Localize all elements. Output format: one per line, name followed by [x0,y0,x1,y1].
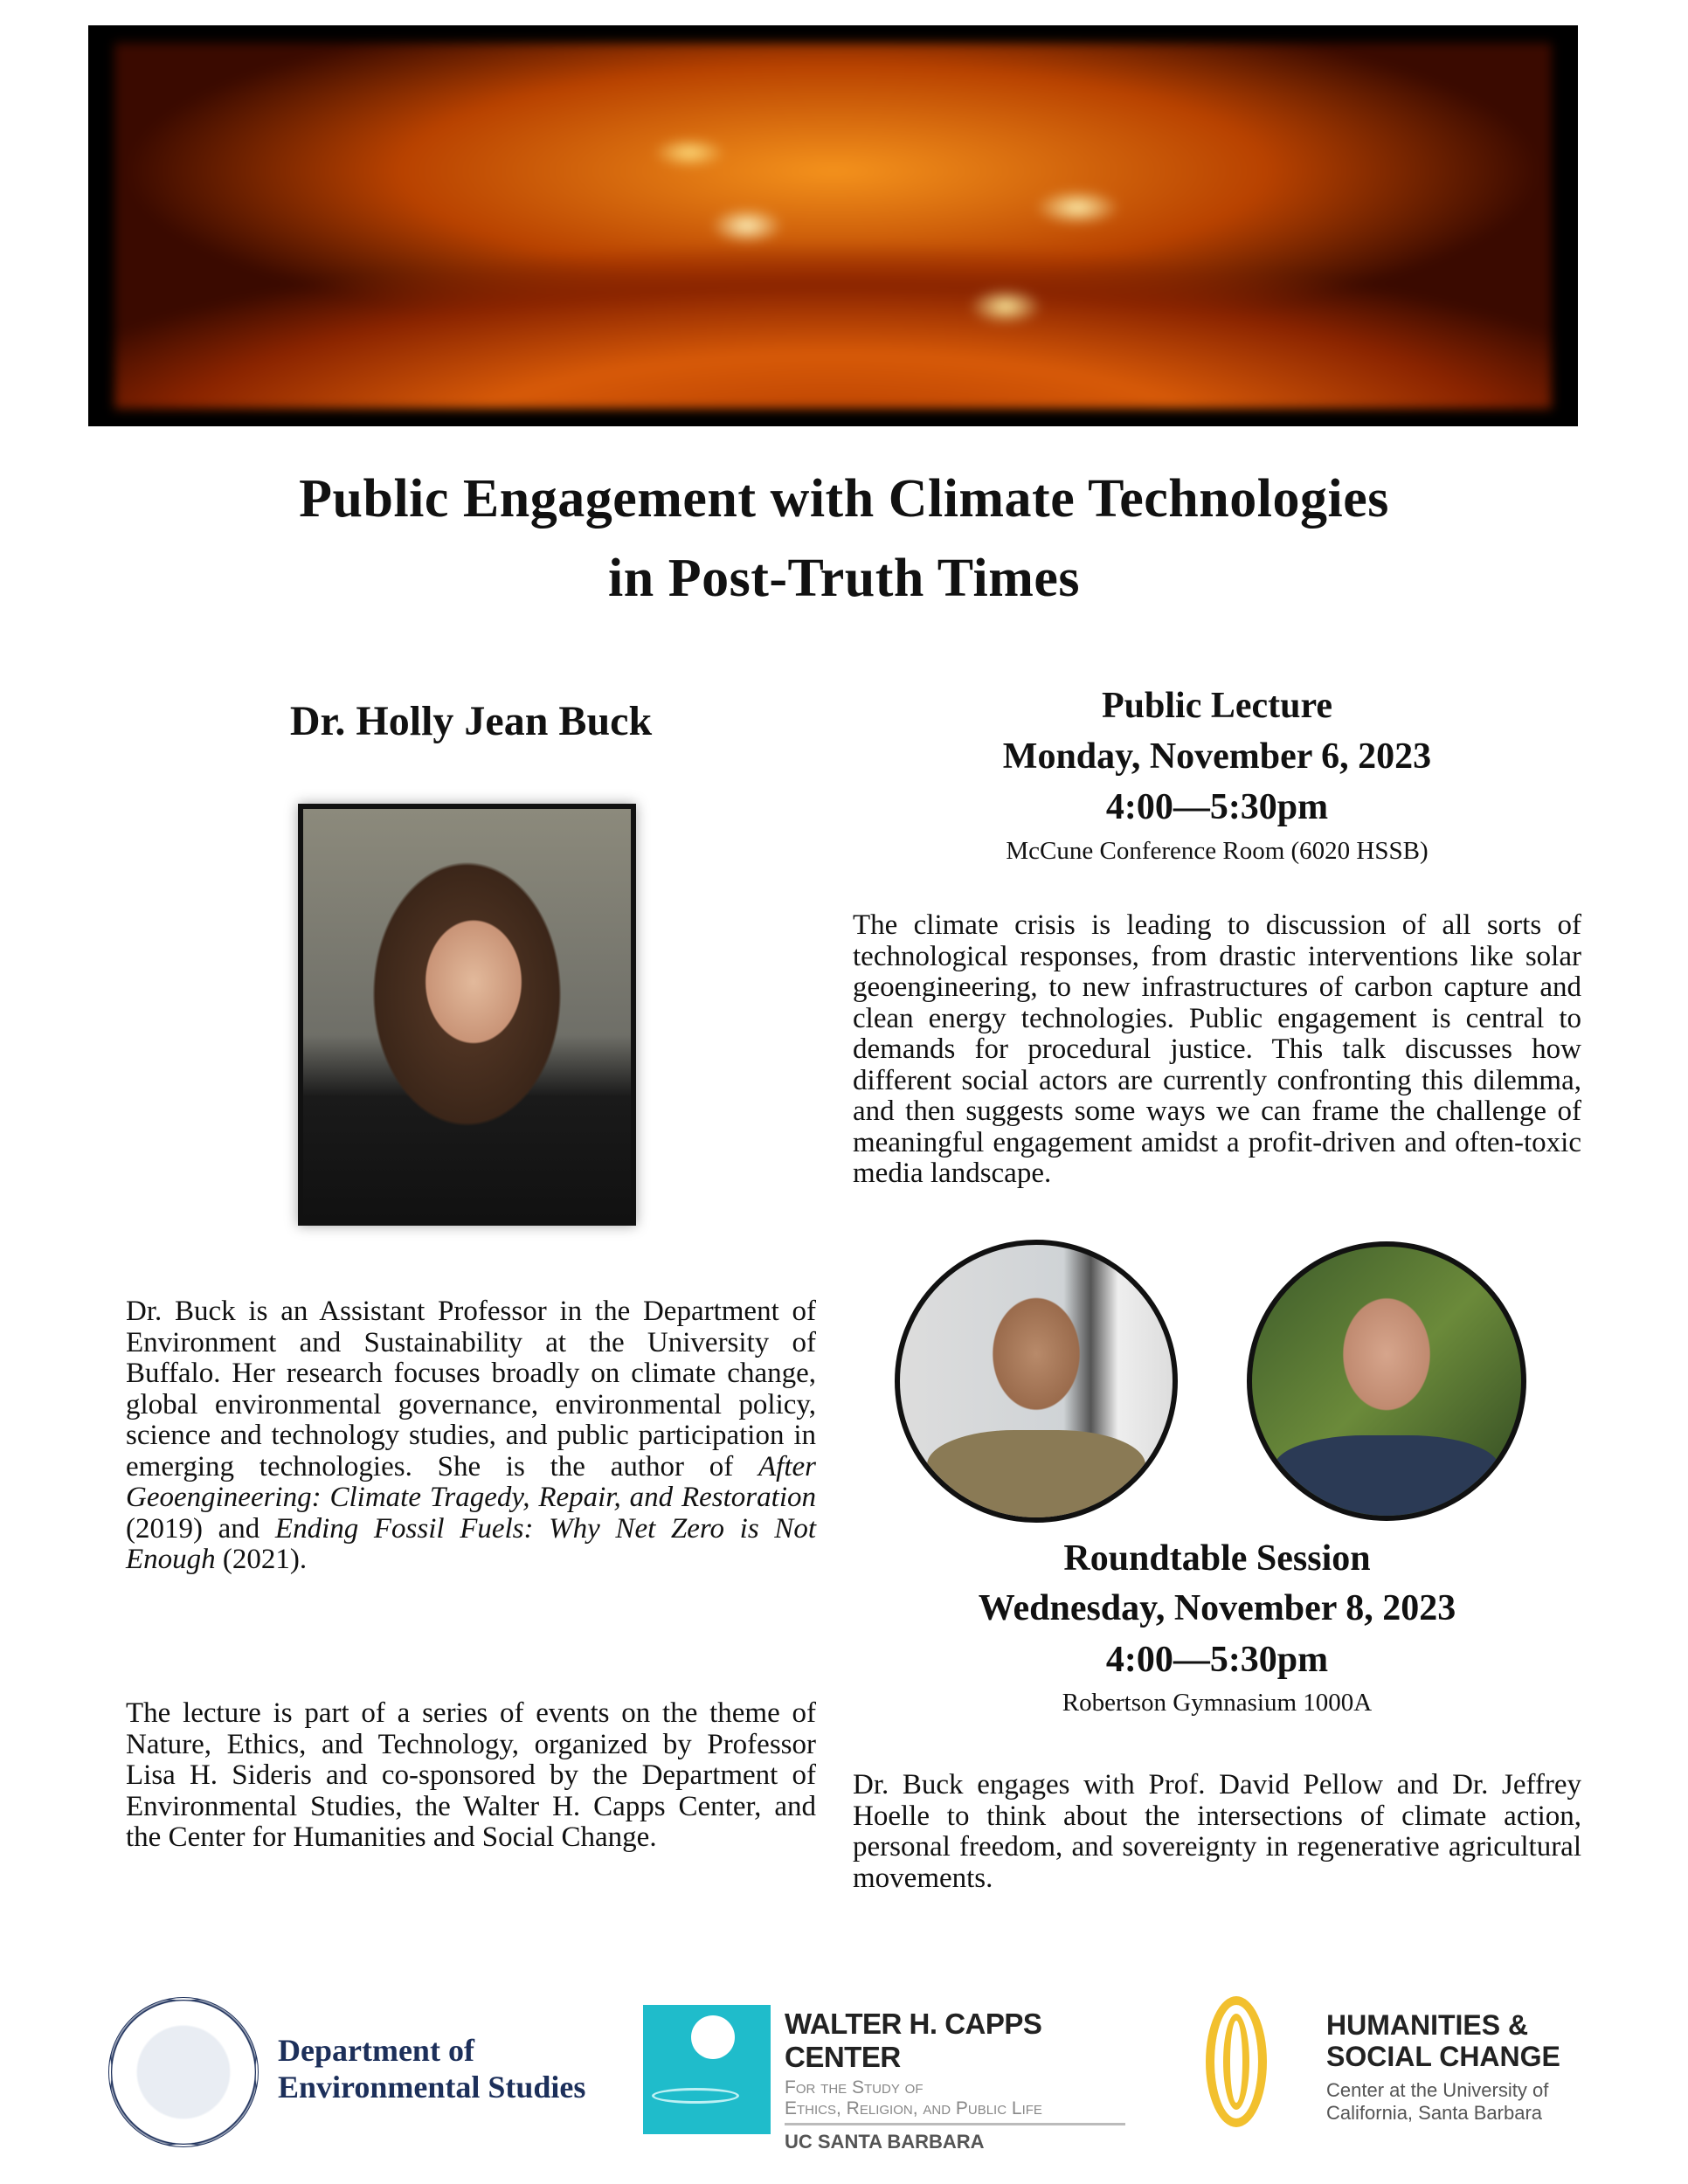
panelist-photo-pellow [895,1240,1178,1523]
roundtable-heading: Roundtable Session [1063,1538,1371,1579]
hsc-spiral-logo-icon [1206,1996,1267,2127]
hsc-logo-text: HUMANITIES & SOCIAL CHANGE Center at the University of California, Santa Barbara [1326,2009,1560,2124]
speaker-bio: Dr. Buck is an Assistant Professor in the Department of Environment and Sustainability at the University of Buffalo. Her research focuses broadly on climate change, global environmental governance, environmental policy, science and technology studies, and public participation in emerging technologies. She is the author of After Geoengineering: Climate Tragedy, Repair, and Restoration (2019) and Ending Fossil Fuels: Why Net Zero is Not Enough (2021). [126,1296,816,1575]
lecture-time: 4:00—5:30pm [1105,787,1329,827]
solar-banner-image [88,25,1578,426]
roundtable-time: 4:00—5:30pm [1105,1640,1329,1680]
env-studies-logo-text: Department of Environmental Studies [278,2033,586,2105]
roundtable-description: Dr. Buck engages with Prof. David Pellow and Dr. Jeffrey Hoelle to think about the intersections of climate action, personal freedom, and sovereignty in regenerative agricultural movements. [853,1769,1581,1894]
roundtable-location: Robertson Gymnasium 1000A [1062,1689,1373,1717]
panelist-photo-hoelle [1247,1241,1526,1521]
lecture-location: McCune Conference Room (6020 HSSB) [1006,837,1429,865]
lecture-description: The climate crisis is leading to discussion of all sorts of technological responses, from drastic interventions like solar geoengineering, to new infrastructures of carbon capture and clean energy technologies. Public engagement is central to demands for procedural justice. This talk discusses how different social actors are currently confronting this dilemma, and then suggests some ways we can frame the challenge of meaningful engagement amidst a profit-driven and often-toxic media landscape. [853,909,1581,1189]
capps-center-logo-icon [643,2005,771,2134]
speaker-name: Dr. Holly Jean Buck [289,698,653,744]
speaker-photo [298,804,636,1226]
title-line-2: in Post-Truth Times [607,549,1080,608]
uc-seal-logo [108,1997,259,2147]
roundtable-date: Wednesday, November 8, 2023 [978,1588,1456,1628]
title-line-1: Public Engagement with Climate Technologies [299,469,1389,529]
lecture-heading: Public Lecture [1101,686,1333,726]
capps-center-logo-text: WALTER H. CAPPS CENTER For the Study of Ethics, Religion, and Public Life UC SANTA BARBARA [785,2008,1125,2153]
series-note: The lecture is part of a series of events on the theme of Nature, Ethics, and Technology, organized by Professor Lisa H. Sideris and co-sponsored by the Department of Environmental Studies, the Walter H. Capps Center, and the Center for Humanities and Social Change. [126,1697,816,1853]
lecture-date: Monday, November 6, 2023 [1002,736,1432,777]
